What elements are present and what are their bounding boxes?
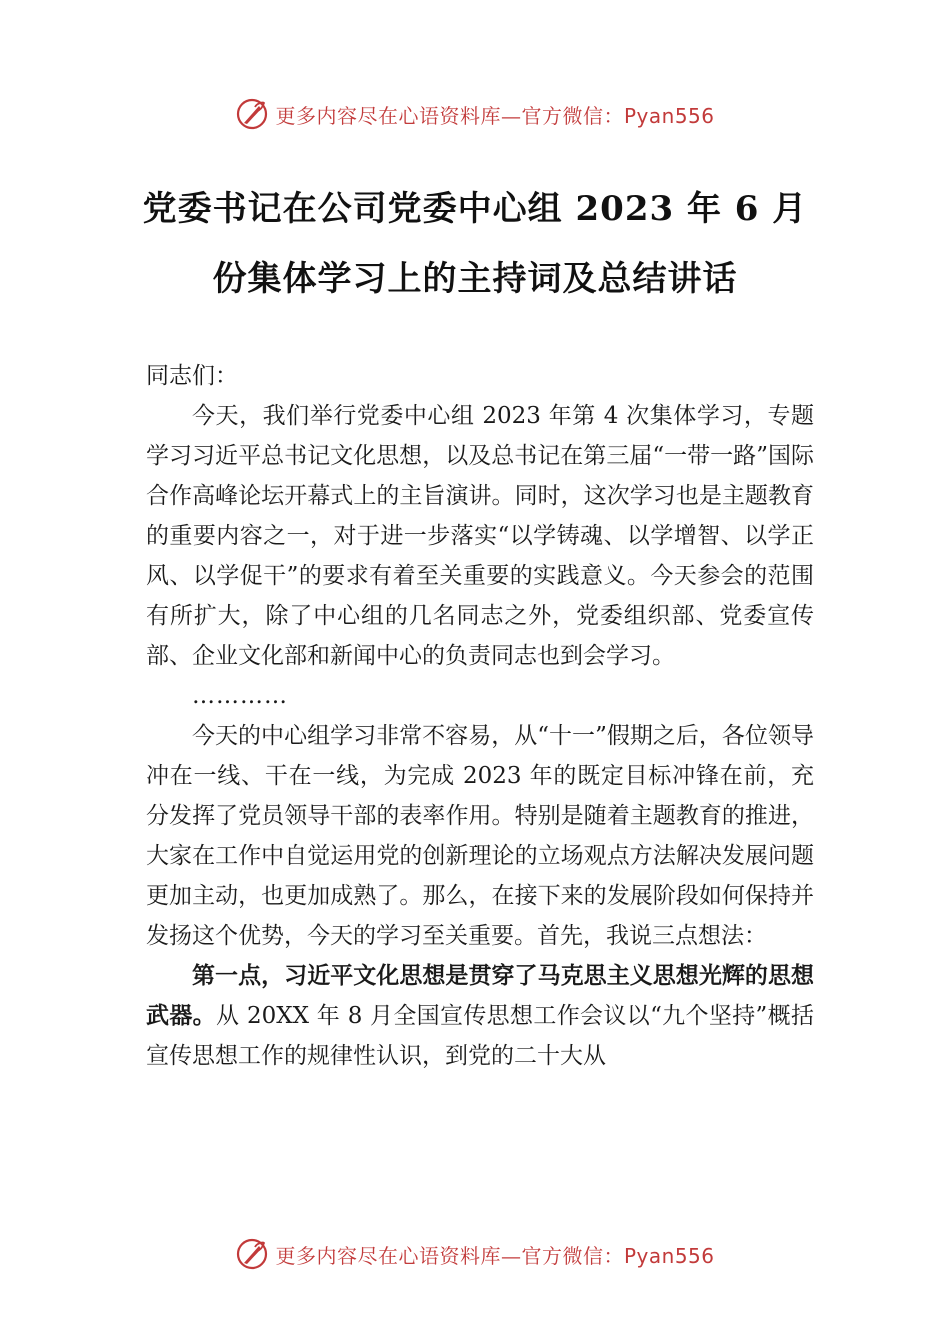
- paragraph-opening: 今天，我们举行党委中心组 2023 年第 4 次集体学习，专题学习习近平总书记文化思想，以及总书记在第三届“一带一路”国际合作高峰论坛开幕式上的主旨演讲。同时，这次学习也是主题教育的重要内容之一，对于进一步落实“以学铸魂、以学增智、以学正风、以学促干”的要求有着至关重要的实践意义。今天参会的范围有所扩大，除了中心组的几名同志之外，党委组织部、党委宣传部、企业文化部和新闻中心的负责同志也到会学习。: [146, 403, 814, 669]
- quill-logo-icon: [235, 1237, 269, 1271]
- watermark-text: [275, 100, 714, 129]
- quill-logo-icon: [235, 97, 269, 131]
- document-title-line2: 份集体学习上的主持词及总结讲话: [212, 259, 738, 299]
- watermark-text: [275, 1240, 714, 1269]
- watermark-wechat-id: Pyan556: [623, 1243, 715, 1268]
- document-title-line1: 党委书记在公司党委中心组 2023 年 6 月: [142, 189, 808, 229]
- point-one-heading: 第一点，习近平文化思想是贯穿了马克思主义思想光辉的思想武器。: [146, 963, 814, 1029]
- header-watermark: [0, 94, 950, 134]
- watermark-label: 更多内容尽在心语资料库—官方微信：: [275, 1243, 624, 1268]
- omission-mark: …………: [192, 683, 288, 709]
- point-one-text: 从 20XX 年 8 月全国宣传思想工作会议以“九个坚持”概括宣传思想工作的规律性认识，到党的二十大从: [146, 1003, 814, 1069]
- footer-watermark: [0, 1234, 950, 1274]
- salutation: 同志们：: [146, 363, 238, 389]
- document-body: [146, 356, 814, 1076]
- watermark-wechat-id: Pyan556: [623, 103, 715, 128]
- watermark-label: 更多内容尽在心语资料库—官方微信：: [275, 103, 624, 128]
- paragraph-point-one: [146, 956, 814, 1076]
- paragraph-context: 今天的中心组学习非常不容易，从“十一”假期之后，各位领导冲在一线、干在一线，为完成 2023 年的既定目标冲锋在前，充分发挥了党员领导干部的表率作用。特别是随着主题教育的推进，大家在工作中自觉运用党的创新理论的立场观点方法解决发展问题更加主动，也更加成熟了。那么，在接下来的发展阶段如何保持并发扬这个优势，今天的学习至关重要。首先，我说三点想法：: [146, 723, 814, 949]
